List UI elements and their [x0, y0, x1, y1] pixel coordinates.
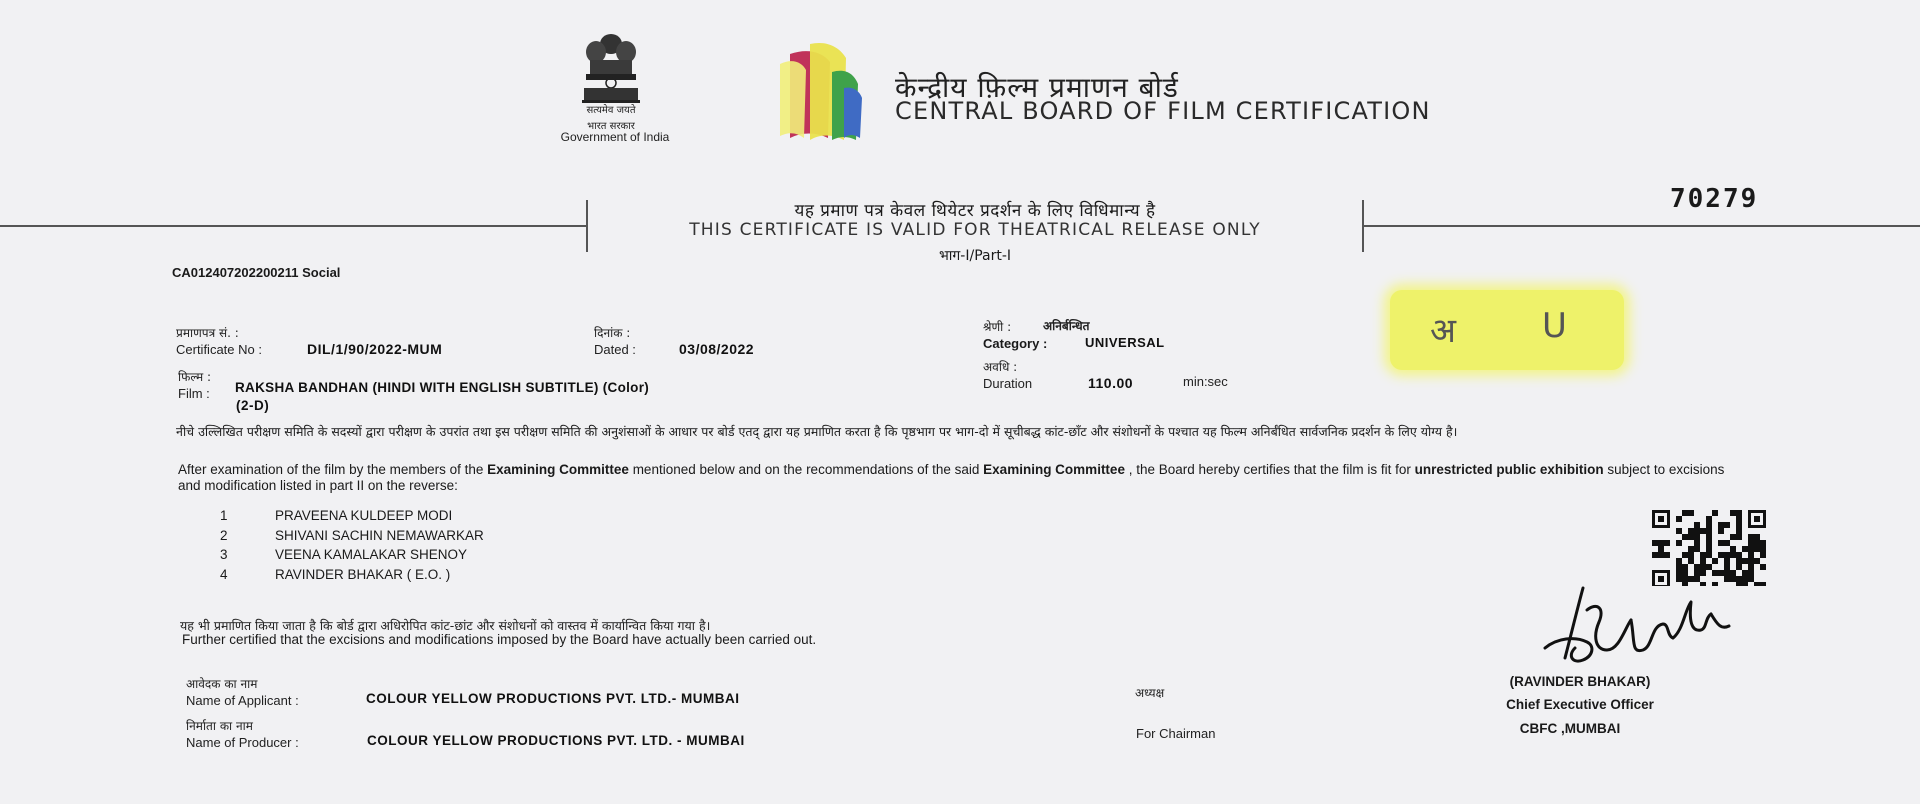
duration-hindi: अवधि : — [983, 360, 1018, 374]
category-value: UNIVERSAL — [1085, 335, 1165, 350]
duration-label: Duration — [983, 376, 1033, 391]
cert-no-label: Certificate No : — [176, 342, 262, 357]
qr-code — [1652, 510, 1766, 586]
further-certified-english: Further certified that the excisions and modifications imposed by the Board have actually been carried out. — [182, 632, 817, 647]
banner-english: THIS CERTIFICATE IS VALID FOR THEATRICAL RELEASE ONLY — [689, 220, 1261, 240]
duration-value: 110.00 — [1088, 375, 1134, 391]
film-format: (2-D) — [236, 398, 270, 413]
rating-badge — [1390, 290, 1624, 370]
banner-rule-right — [1362, 225, 1920, 227]
list-item — [220, 547, 484, 567]
member-number: 2 — [220, 527, 228, 543]
govt-hindi: भारत सरकार — [587, 121, 635, 132]
serial-number: 70279 — [1670, 184, 1759, 214]
cert-no-hindi: प्रमाणपत्र सं. : — [176, 326, 239, 340]
para-text: , the Board hereby certifies that the film is fit for — [1124, 462, 1415, 477]
member-name: SHIVANI SACHIN NEMAWARKAR — [275, 527, 484, 543]
applicant-hindi-label: आवेदक का नाम — [186, 677, 258, 691]
signatory-name: (RAVINDER BHAKAR) — [1509, 674, 1651, 689]
cbfc-logo — [770, 28, 880, 144]
para-bold: unrestricted public exhibition — [1414, 462, 1604, 477]
member-number: 4 — [220, 566, 228, 582]
signatory-office: CBFC ,MUMBAI — [1519, 721, 1621, 736]
further-certified-hindi: यह भी प्रमाणित किया जाता है कि बोर्ड द्वारा अधिरोपित कांट-छांट और संशोधनों को वास्तव में कार्यान्वित किया गया है। — [180, 618, 711, 633]
member-number: 3 — [220, 547, 228, 562]
date-value: 03/08/2022 — [679, 341, 755, 357]
reference-number: CA012407202200211 Social — [172, 265, 341, 280]
emblem-motto: सत्यमेव जयते — [586, 105, 636, 116]
list-item — [220, 528, 484, 548]
certification-english-para — [178, 462, 1748, 494]
category-hindi-label: श्रेणी : — [983, 320, 1012, 334]
category-hindi-value: अनिर्बन्धित — [1043, 319, 1090, 333]
applicant-value: COLOUR YELLOW PRODUCTIONS PVT. LTD.- MUMBAI — [366, 691, 740, 706]
chairman-english: For Chairman — [1136, 726, 1216, 741]
film-title: RAKSHA BANDHAN (HINDI WITH ENGLISH SUBTITLE) (Color) — [235, 380, 650, 395]
producer-label: Name of Producer : — [186, 735, 299, 750]
banner-part: भाग-I/Part-I — [938, 248, 1012, 264]
member-number: 1 — [220, 508, 228, 523]
member-name: PRAVEENA KULDEEP MODI — [275, 508, 453, 523]
date-hindi: दिनांक : — [594, 326, 631, 340]
committee-members-list — [220, 508, 484, 586]
member-name: VEENA KAMALAKAR SHENOY — [275, 547, 468, 562]
para-text: mentioned below and on the recommendations of the said — [628, 462, 984, 477]
duration-unit: min:sec — [1183, 374, 1228, 389]
para-bold: Examining Committee — [983, 462, 1125, 477]
signature — [1535, 580, 1735, 670]
producer-hindi-label: निर्माता का नाम — [186, 719, 253, 733]
cert-no-value: DIL/1/90/2022-MUM — [307, 341, 443, 357]
para-bold: Examining Committee — [487, 462, 629, 477]
film-label: Film : — [178, 386, 210, 401]
rating-hindi: अ — [1430, 311, 1456, 351]
list-item — [220, 508, 484, 528]
board-name-hindi: केन्द्रीय फ़िल्म प्रमाणन बोर्ड — [895, 71, 1179, 104]
producer-value: COLOUR YELLOW PRODUCTIONS PVT. LTD. - MUMBAI — [367, 733, 745, 748]
govt-english: Government of India — [560, 130, 670, 144]
film-hindi: फिल्म : — [178, 370, 212, 384]
certification-hindi-para: नीचे उल्लिखित परीक्षण समिति के सदस्यों द्वारा परीक्षण के उपरांत तथा इस परीक्षण समिति की अनुशंसाओं के आधार पर बोर्ड एतद् द्वारा यह प्रमाणित करता है कि पृष्ठभाग पर भाग-दो में सूचीबद्ध कांट-छाँट और संशोधनों के पश्चात यह फिल्म अनिर्बंधित सार्वजनिक प्रदर्शन के लिए योग्य है। — [176, 424, 1458, 439]
banner-bar-right — [1362, 200, 1364, 252]
list-item — [220, 567, 484, 587]
banner-bar-left — [586, 200, 588, 252]
para-text: After examination of the film by the members of the — [178, 462, 488, 477]
date-label: Dated : — [594, 342, 636, 357]
category-label: Category : — [983, 336, 1048, 351]
applicant-label: Name of Applicant : — [186, 693, 299, 708]
rating-english: U — [1542, 306, 1567, 346]
national-emblem — [568, 30, 654, 110]
signatory-title: Chief Executive Officer — [1506, 697, 1654, 712]
para-text: subject to excisions and modification listed in part II on the reverse: — [178, 462, 1725, 493]
banner-hindi: यह प्रमाण पत्र केवल थियेटर प्रदर्शन के लिए विधिमान्य है — [794, 201, 1156, 221]
board-name-english: CENTRAL BOARD OF FILM CERTIFICATION — [895, 97, 1431, 125]
member-name: RAVINDER BHAKAR ( E.O. ) — [275, 566, 451, 582]
chairman-hindi: अध्यक्ष — [1135, 686, 1165, 700]
banner-rule-left — [0, 225, 587, 227]
